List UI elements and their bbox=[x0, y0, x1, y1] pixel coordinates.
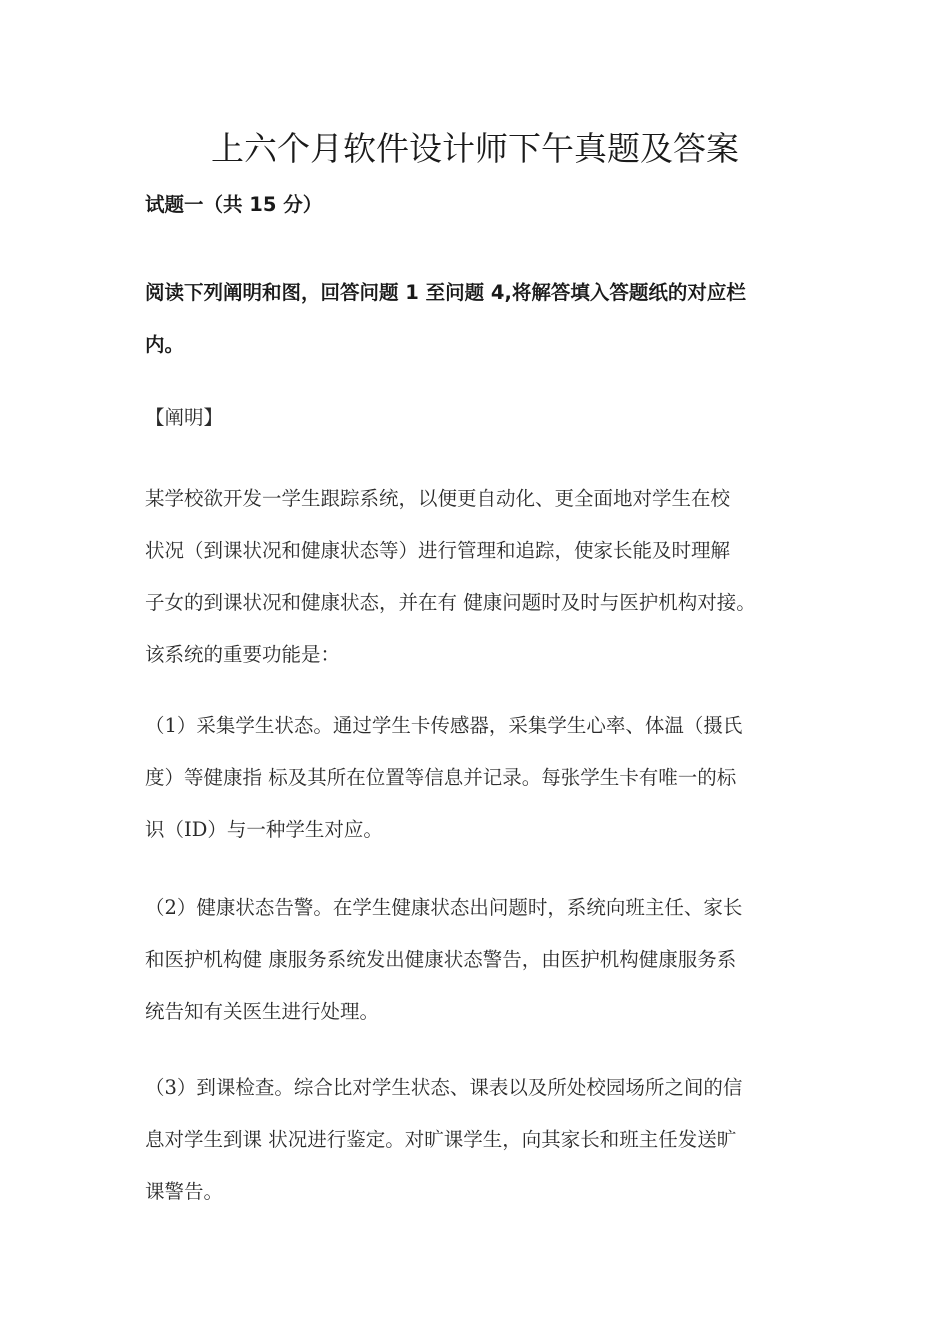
item-line: （2）健康状态告警。在学生健康状态出问题时，系统向班主任、家长 bbox=[145, 896, 743, 919]
instruction-line: 内。 bbox=[145, 333, 185, 356]
item-line: 统告知有关医生进行处理。 bbox=[145, 1000, 380, 1023]
item-line: 息对学生到课 状况进行鉴定。对旷课学生，向其家长和班主任发送旷 bbox=[145, 1128, 737, 1151]
section-label: 【阐明】 bbox=[145, 406, 224, 429]
instruction-line: 阅读下列阐明和图，回答问题 1 至问题 4,将解答填入答题纸的对应栏 bbox=[145, 281, 746, 304]
intro-line: 该系统的重要功能是： bbox=[145, 643, 341, 666]
intro-line: 某学校欲开发一学生跟踪系统，以便更自动化、更全面地对学生在校 bbox=[145, 487, 731, 510]
item-line: 度）等健康指 标及其所在位置等信息并记录。每张学生卡有唯一的标 bbox=[145, 766, 737, 789]
function-item-2 bbox=[145, 882, 813, 1038]
item-line: 识（ID）与一种学生对应。 bbox=[145, 818, 383, 841]
instruction-paragraph bbox=[145, 267, 813, 371]
document-title: 上六个月软件设计师下午真题及答案 bbox=[211, 129, 739, 168]
intro-line: 子女的到课状况和健康状态，并在有 健康问题时及时与医护机构对接。 bbox=[145, 591, 756, 614]
item-line: （3）到课检查。综合比对学生状态、课表以及所处校园场所之间的信 bbox=[145, 1076, 743, 1099]
intro-line: 状况（到课状况和健康状态等）进行管理和追踪，使家长能及时理解 bbox=[145, 539, 731, 562]
item-line: 课警告。 bbox=[145, 1180, 224, 1203]
function-item-1 bbox=[145, 700, 813, 856]
function-item-3 bbox=[145, 1062, 813, 1218]
item-line: 和医护机构健 康服务系统发出健康状态警告，由医护机构健康服务系 bbox=[145, 948, 737, 971]
question-heading: 试题一（共 15 分） bbox=[145, 193, 323, 216]
intro-paragraph bbox=[145, 473, 813, 681]
item-line: （1）采集学生状态。通过学生卡传感器，采集学生心率、体温（摄氏 bbox=[145, 714, 743, 737]
